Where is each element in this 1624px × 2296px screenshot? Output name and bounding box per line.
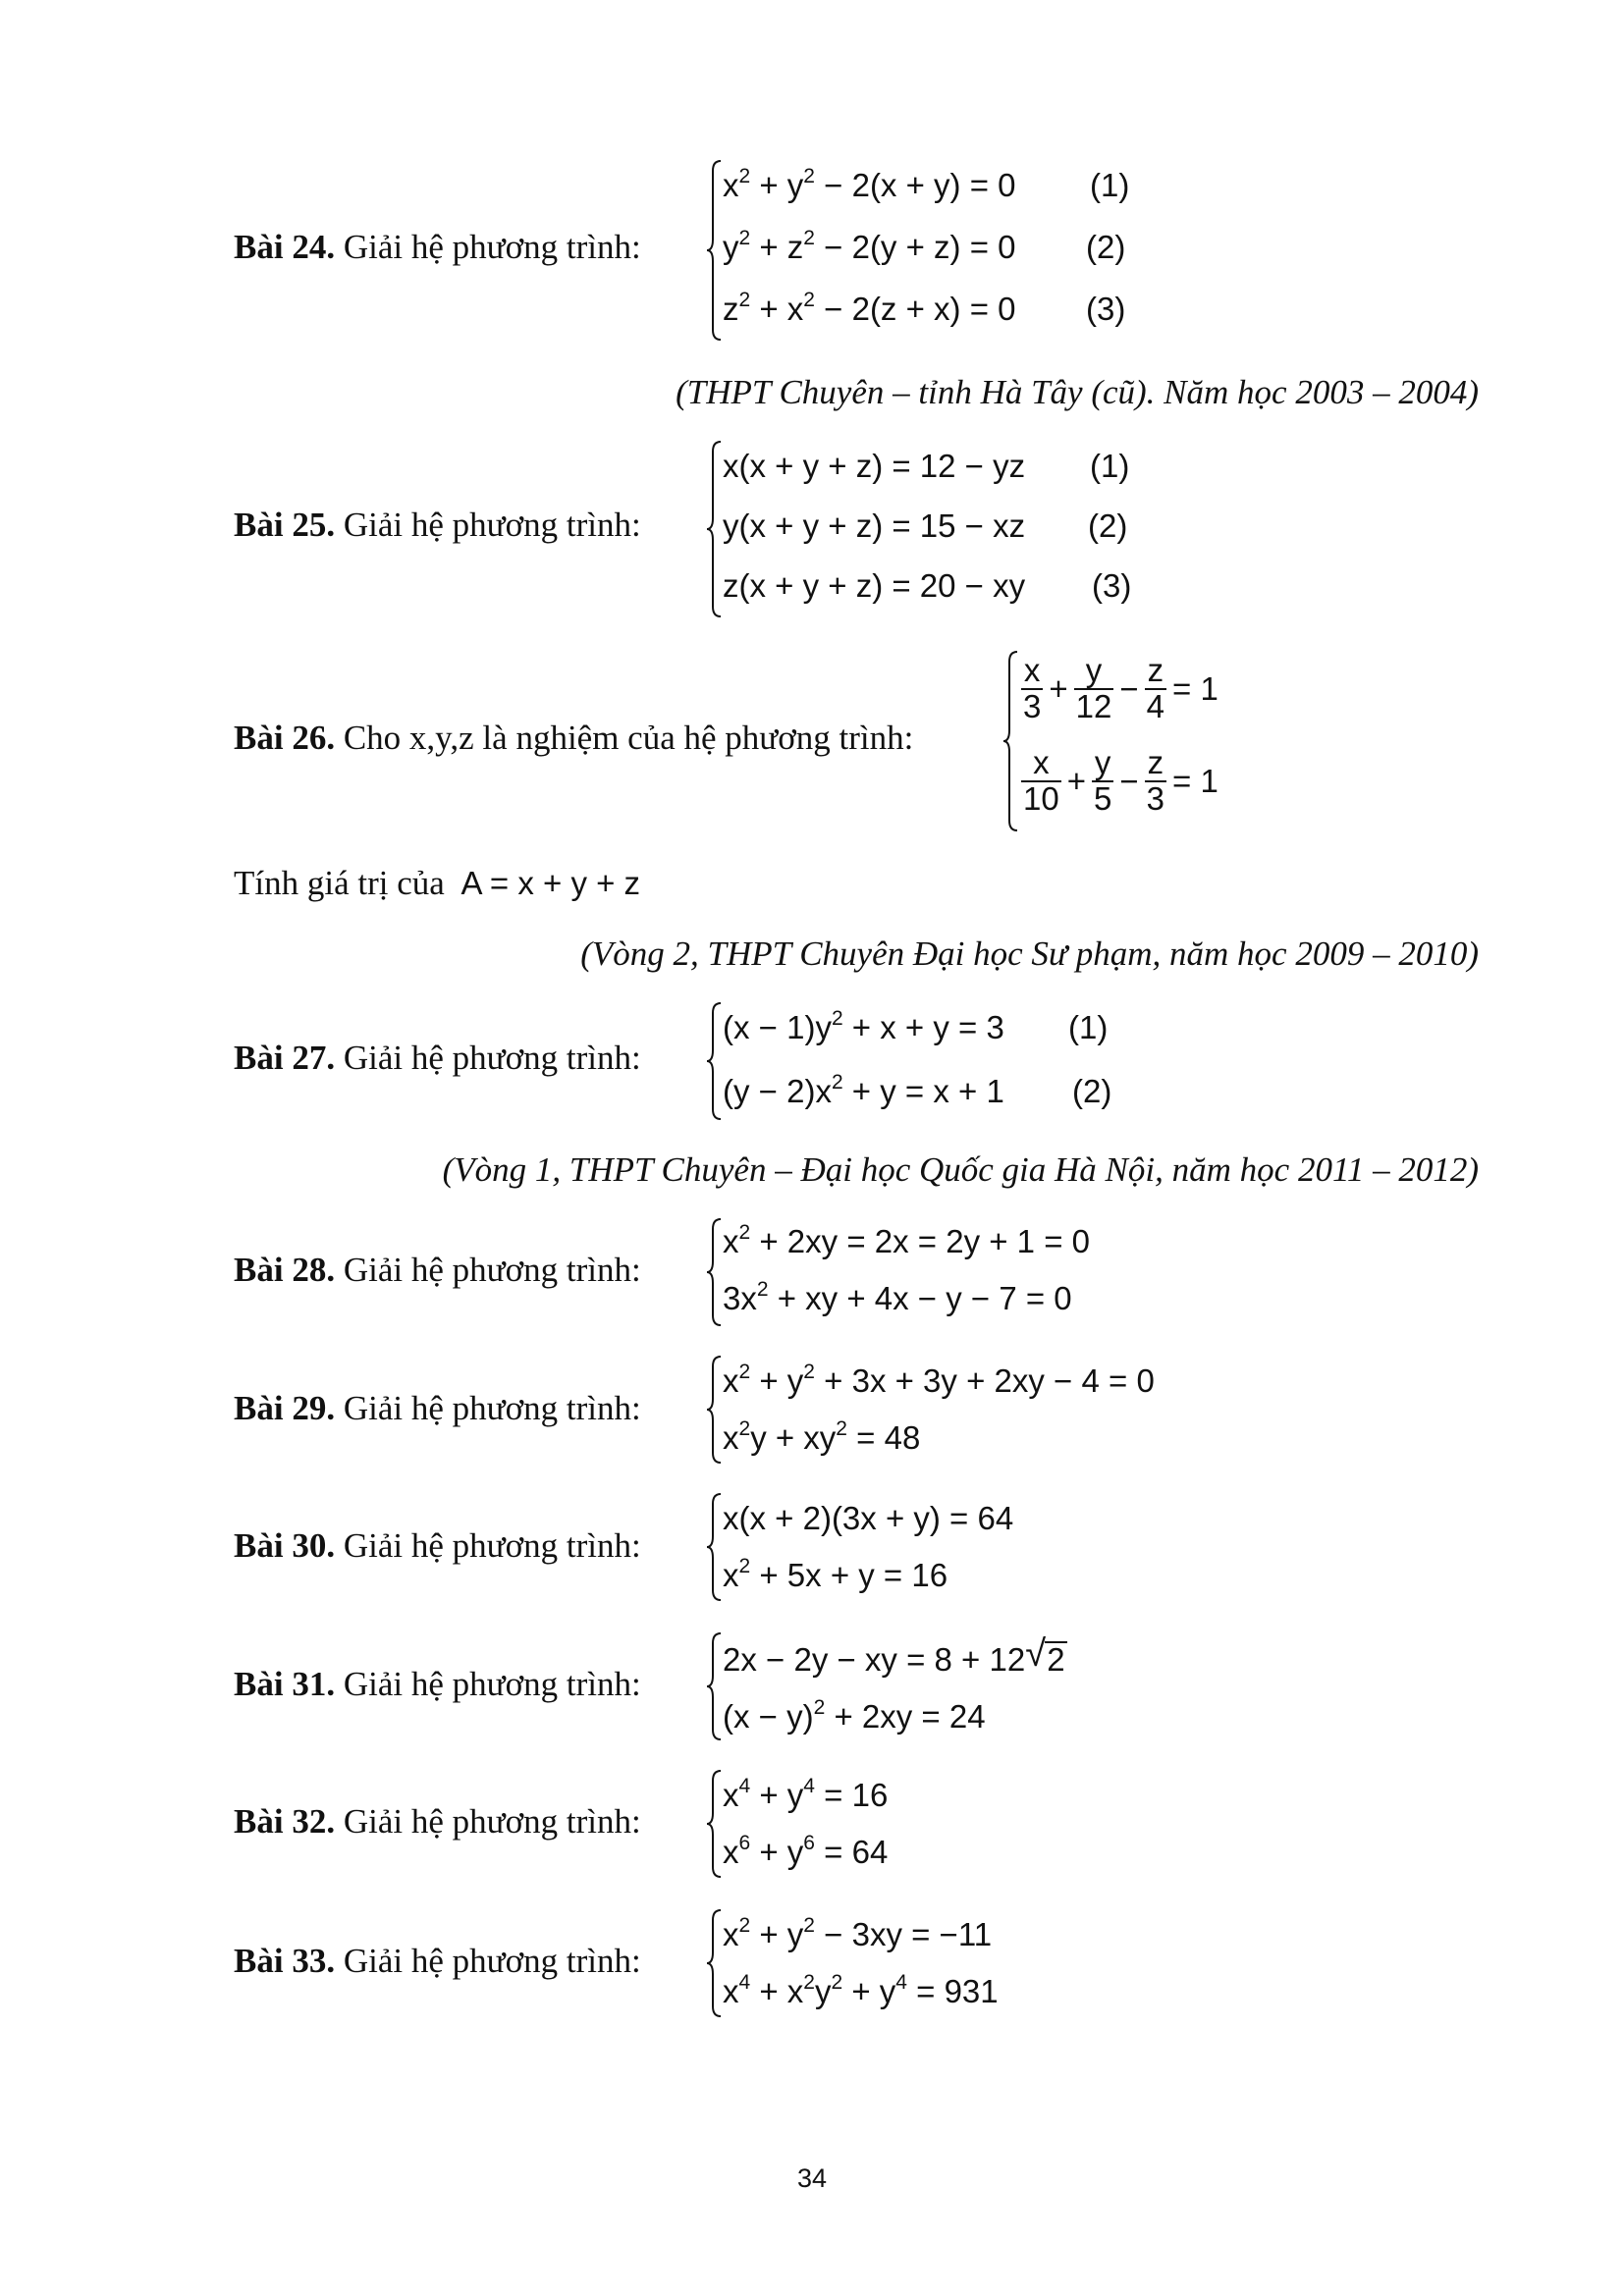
equation-1: $\frac{x}{3}$ + $\frac{y}{12}$ − $\frac{z}{4}$ = 1	[1023, 652, 1218, 724]
equation-1: $x^4 + y^4 = 16$	[723, 1775, 889, 1813]
square-root: √ 2	[1025, 1633, 1065, 1678]
left-brace	[705, 1353, 725, 1467]
equation-number-1: (1)	[1068, 1009, 1109, 1045]
problem-26-label	[234, 719, 913, 758]
equation-2: $3x^2$ + xy + 4x − y − 7 = 0	[723, 1278, 1072, 1316]
problem-31-label	[234, 1665, 641, 1704]
problem-number: Bài 24.	[234, 228, 336, 266]
problem-instruction: Giải hệ phương trình:	[343, 228, 641, 266]
problem-instruction: Giải hệ phương trình:	[343, 1802, 641, 1841]
problem-instruction: Giải hệ phương trình:	[343, 506, 641, 544]
problem-29-label	[234, 1389, 641, 1428]
problem-33-label	[234, 1942, 641, 1981]
equation-1: $x^2 + y^2 - 3xy = -11$	[723, 1914, 993, 1952]
problem-number: Bài 33.	[234, 1942, 336, 1980]
problem-27-source: (Vòng 1, THPT Chuyên – Đại học Quốc gia Hà Nội, năm học 2011 – 2012)	[442, 1150, 1479, 1189]
left-brace	[1001, 648, 1021, 834]
problem-30-label	[234, 1526, 641, 1566]
problem-instruction: Giải hệ phương trình:	[343, 1389, 641, 1427]
equation-system-33	[705, 1906, 1078, 2020]
problem-24-source: (THPT Chuyên – tỉnh Hà Tây (cũ). Năm học 2003 – 2004)	[676, 373, 1479, 411]
problem-number: Bài 29.	[234, 1389, 336, 1427]
equation-1	[723, 1633, 1067, 1678]
equation-2: y(x + y + z) = 15 − xz	[723, 507, 1026, 544]
equation-system-25	[705, 438, 1157, 620]
equation-2: $x^4 + x^2y^2 + y^4 = 931$	[723, 1971, 999, 2009]
equation-system-28	[705, 1215, 1157, 1329]
problem-instruction: Giải hệ phương trình:	[343, 1251, 641, 1289]
equation-2: $x^6 + y^6 = 64$	[723, 1832, 889, 1870]
equation-system-26	[1001, 648, 1237, 834]
problem-instruction: Giải hệ phương trình:	[343, 1039, 641, 1077]
left-brace	[705, 438, 725, 620]
equation-system-27	[705, 999, 1117, 1123]
problem-instruction: Giải hệ phương trình:	[343, 1665, 641, 1703]
equation-2-tail: + y = x + 1	[842, 1073, 1004, 1109]
equation-1: x(x + y + z) = 12 − yz	[723, 448, 1026, 484]
left-brace	[705, 157, 725, 344]
problem-number: Bài 28.	[234, 1251, 336, 1289]
equation-number-3: (3)	[1092, 567, 1132, 604]
radicand: 2	[1047, 1641, 1065, 1678]
equation-number-1: (1)	[1090, 448, 1130, 484]
equation-number-1: (1)	[1090, 167, 1130, 203]
equation-system-30	[705, 1490, 1117, 1604]
equation-2: $x^2 + 5x + y = 16$	[723, 1555, 948, 1593]
equation-2: $\frac{x}{10}$ + $\frac{y}{5}$ − $\frac{z}{3}$ = 1	[1023, 744, 1218, 817]
problem-26-compute	[234, 864, 640, 903]
left-brace	[705, 1490, 725, 1604]
left-brace	[705, 1906, 725, 2020]
left-brace	[705, 1215, 725, 1329]
equation-system-29	[705, 1353, 1196, 1467]
problem-27-label	[234, 1039, 641, 1078]
left-brace	[705, 1629, 725, 1743]
equation-1: x(x + 2)(3x + y) = 64	[723, 1500, 1014, 1536]
left-brace	[705, 999, 725, 1123]
equation-number-2: (2)	[1086, 229, 1126, 265]
problem-number: Bài 31.	[234, 1665, 336, 1703]
equation-1: $x^2 + 2xy = 2x = 2y + 1 = 0$	[723, 1221, 1090, 1259]
equation-number-3: (3)	[1086, 291, 1126, 327]
equation-2: $(y - 2)x^2 + y = x + 1$	[723, 1071, 1004, 1109]
problem-instruction: Giải hệ phương trình:	[343, 1526, 641, 1565]
problem-number: Bài 26.	[234, 719, 336, 757]
equation-system-32	[705, 1767, 1000, 1881]
problem-number: Bài 30.	[234, 1526, 336, 1565]
equation-1-text: 2x − 2y − xy = 8 + 12	[723, 1641, 1026, 1678]
equation-1: $x^2 + y^2 + 3x + 3y + 2xy - 4 = 0$	[723, 1361, 1155, 1399]
compute-expression: A = x + y + z	[460, 865, 641, 901]
compute-text: Tính giá trị của	[234, 864, 445, 902]
page-number: 34	[796, 2163, 828, 2193]
equation-2: $x^2y + xy^2 = 48$	[723, 1417, 921, 1456]
equation-3: $z^2 + x^2 - 2(z + x) = 0$	[723, 289, 1016, 327]
problem-number: Bài 32.	[234, 1802, 336, 1841]
problem-24-label	[234, 228, 641, 267]
equation-1: $x^2 + y^2 - 2(x + y) = 0$	[723, 165, 1016, 203]
problem-32-label	[234, 1802, 641, 1842]
problem-number: Bài 25.	[234, 506, 336, 544]
problem-instruction: Cho x,y,z là nghiệm của hệ phương trình:	[343, 719, 914, 757]
equation-3: z(x + y + z) = 20 − xy	[723, 567, 1026, 604]
problem-instruction: Giải hệ phương trình:	[343, 1942, 641, 1980]
equation-system-24	[705, 157, 1157, 344]
left-brace	[705, 1767, 725, 1881]
problem-26-source: (Vòng 2, THPT Chuyên Đại học Sư phạm, năm học 2009 – 2010)	[580, 934, 1479, 973]
problem-28-label	[234, 1251, 641, 1290]
problem-number: Bài 27.	[234, 1039, 336, 1077]
equation-2: $(x - y)^2 + 2xy = 24$	[723, 1696, 986, 1735]
equation-1: $(x - 1)y^2 + x + y = 3$	[723, 1007, 1004, 1045]
equation-system-31	[705, 1629, 1137, 1743]
equation-number-2: (2)	[1088, 507, 1128, 544]
equation-2: $y^2 + z^2 - 2(y + z) = 0$	[723, 227, 1016, 265]
equation-number-2: (2)	[1072, 1073, 1112, 1109]
problem-25-label	[234, 506, 641, 545]
